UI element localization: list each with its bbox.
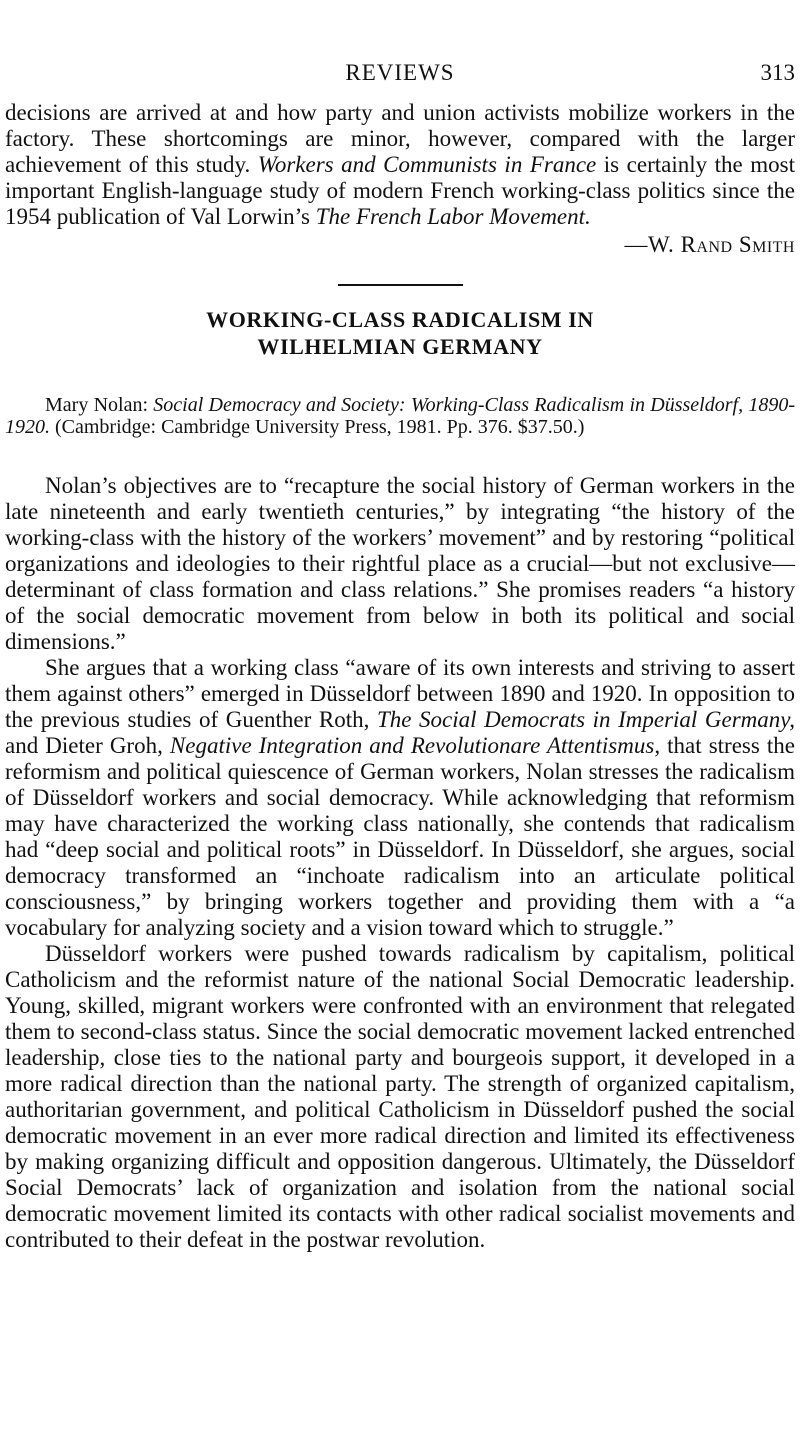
journal-page	[5, 0, 795, 1253]
review-title-line-1: WORKING-CLASS RADICALISM IN	[206, 306, 594, 332]
body-paragraph-1	[5, 473, 795, 655]
signature-dash: —W.	[624, 232, 681, 257]
book-citation	[5, 394, 795, 438]
page-number: 313	[760, 60, 795, 85]
text-run: She argues that a working class “aware of its own interests and striving to assert them against others” emerged in Düsseldorf between 1890 and 1920. In opposition to the previous studies of Guenther Roth,	[5, 654, 795, 732]
citation-publication: (Cambridge: Cambridge University Press, 1981. Pp. 376. $37.50.)	[50, 415, 585, 438]
previous-review-ending	[5, 100, 795, 230]
page-header	[5, 60, 795, 100]
text-run: Düsseldorf workers were pushed towards radicalism by capitalism, political Catholicism and the reformist nature of the national Social Democratic leadership. Young, skilled, migrant workers were confronted with an environment that relegated them to second-class status. Since the social democratic movement lacked entrenched leadership, close ties to the national party and bourgeois support, it developed in a more radical direction than the national party. The strength of organized capitalism, authoritarian government, and political Catholicism in Düsseldorf pushed the social democratic movement in an ever more radical direction and limited its effectiveness by making organizing difficult and opposition dangerous. Ultimately, the Düsseldorf Social Democrats’ lack of organization and isolation from the national social democratic movement limited its contacts with other radical socialist movements and contributed to their defeat in the postwar revolution.	[5, 940, 795, 1252]
text-run: Nolan’s objectives are to “recapture the social history of German workers in the late nineteenth and early twentieth centuries,” by integrating “the history of the working-class with the history of the workers’ movement” and by restoring “political organizations and ideologies to their rightful place as a crucial—but not exclusive—determinant of class formation and class relations.” She promises readers “a history of the social democratic movement from below in both its political and social dimensions.”	[5, 472, 795, 654]
book-title-italic: Negative Integration and Revolutionare Attentismus,	[169, 732, 661, 758]
text-run: and Dieter Groh,	[5, 732, 170, 758]
text-run: is certainly the most important English-language study of modern French working-class politics since the 1954 publication of Val Lorwin’s	[5, 152, 795, 229]
book-title-italic: The French Labor Movement.	[315, 204, 591, 229]
previous-review-closing-paragraph	[5, 100, 795, 230]
body-paragraph-3	[5, 941, 795, 1253]
review-body	[5, 473, 795, 1253]
body-paragraph-2	[5, 655, 795, 941]
text-run: that stress the reformism and political quiescence of German workers, Nolan stresses the radicalism of Düsseldorf workers and social democracy. While acknowledging that reformism may have characterized the working class nationally, she contends that radicalism had “deep social and political roots” in Düsseldorf. In Düsseldorf, she argues, social democracy transformed an “inchoate radicalism into an articulate political consciousness,” by bringing workers together and providing them with a “a vocabulary for analyzing society and a vision toward which to struggle.”	[5, 732, 796, 940]
running-head: REVIEWS	[345, 60, 455, 85]
book-title-italic: Workers and Communists in France	[257, 152, 597, 177]
citation-author: Mary Nolan:	[45, 393, 154, 416]
citation-book-title: Social Democracy and Society: Working-Class Radicalism in Düsseldorf, 1890-1920.	[5, 393, 795, 438]
reviewer-signature	[5, 232, 795, 258]
section-divider	[338, 284, 463, 286]
review-title-line-2: WILHELMIAN GERMANY	[257, 333, 543, 359]
review-title	[5, 306, 795, 360]
text-run: decisions are arrived at and how party and union activists mobilize workers in the factory. These shortcomings are minor, however, compared with the larger achievement of this study.	[5, 100, 795, 177]
signature-name: Rand Smith	[680, 232, 795, 257]
book-title-italic: The Social Democrats in Imperial Germany,	[376, 706, 795, 732]
